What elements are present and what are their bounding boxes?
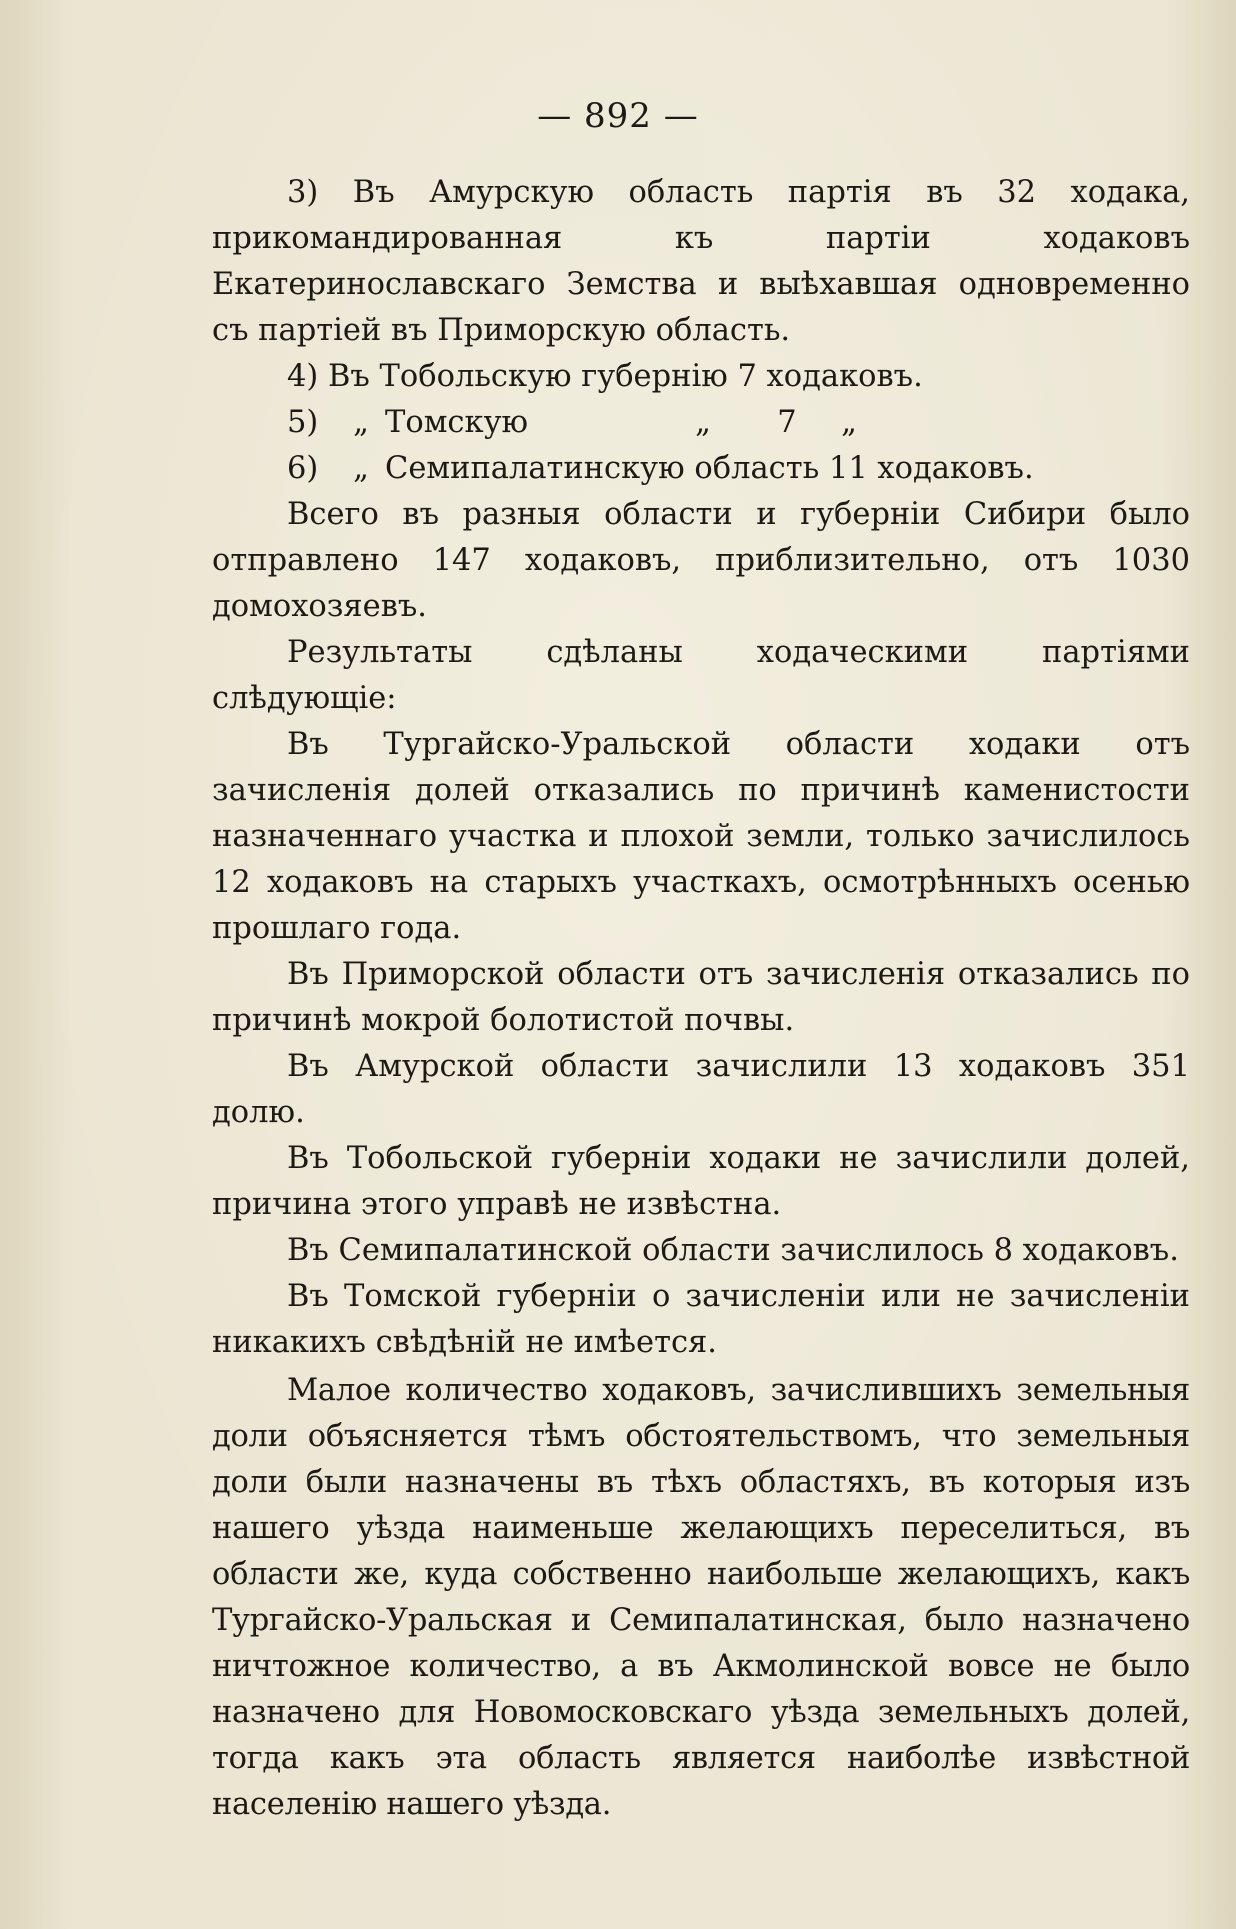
ditto-mark: „ [841, 405, 857, 440]
paragraph: Въ Приморской области отъ зачисленія отказались по причинѣ мокрой болотистой почвы. [212, 957, 1190, 1038]
ditto-mark: „ [353, 451, 369, 486]
paragraph: Въ Тобольской губерніи ходаки не зачислили долей, причина этого управѣ не извѣстна. [212, 1141, 1190, 1222]
paragraph: Результаты сдѣланы ходаческими партіями слѣдующіе: [212, 635, 1190, 716]
list-number: 5) [287, 405, 319, 440]
paragraph: Въ Тургайско-Уральской области ходаки отъ зачисленія долей отказались по причинѣ каменистости назначеннаго участка и плохой земли, только зачислилось 12 ходаковъ на старыхъ участкахъ, осмотрѣнныхъ осенью прошлаго года. [212, 727, 1190, 946]
paragraph: Въ Томской губерніи о зачисленіи или не зачисленіи никакихъ свѣдѣній не имѣется. [212, 1279, 1190, 1360]
list-item-6 [212, 446, 1190, 492]
paragraph: Въ Амурской области зачислили 13 ходаковъ 351 долю. [212, 1049, 1190, 1130]
paragraph: Въ Семипалатинской области зачислилось 8 ходаковъ. [287, 1233, 1179, 1268]
page-text [212, 170, 1190, 1828]
list-item-count: 7 [777, 405, 797, 440]
ditto-mark: „ [353, 405, 369, 440]
page-number: — 892 — [537, 96, 699, 136]
paragraph: 3) Въ Амурскую область партія въ 32 ходака, прикомандированная къ партіи ходаковъ Екатеринославскаго Земства и выѣхавшая одновременно съ партіей въ Приморскую область. [212, 175, 1190, 348]
ditto-mark: „ [695, 405, 711, 440]
paragraph: Всего въ разныя области и губерніи Сибири было отправлено 147 ходаковъ, приблизительно, отъ 1030 домохозяевъ. [212, 497, 1190, 624]
list-item-4: 4) Въ Тобольскую губернію 7 ходаковъ. [287, 359, 923, 394]
list-item-name: Томскую [385, 405, 529, 440]
list-item-5 [212, 400, 1190, 446]
list-number: 6) [287, 451, 319, 486]
paragraph: Малое количество ходаковъ, зачислившихъ земельныя доли объясняется тѣмъ обстоятельствомъ, что земельныя доли были назначены въ тѣхъ областяхъ, въ которыя изъ нашего уѣзда наименьше желающихъ переселиться, въ области же, куда собственно наибольше желающихъ, какъ Тургайско-Уральская и Семипалатинская, было назначено ничтожное количество, а въ Акмолинской вовсе не было назначено для Новомосковскаго уѣзда земельныхъ долей, тогда какъ эта область является наиболѣе извѣстной населенію нашего уѣзда. [212, 1373, 1190, 1822]
list-item-text: Семипалатинскую область 11 ходаковъ. [385, 451, 1034, 486]
